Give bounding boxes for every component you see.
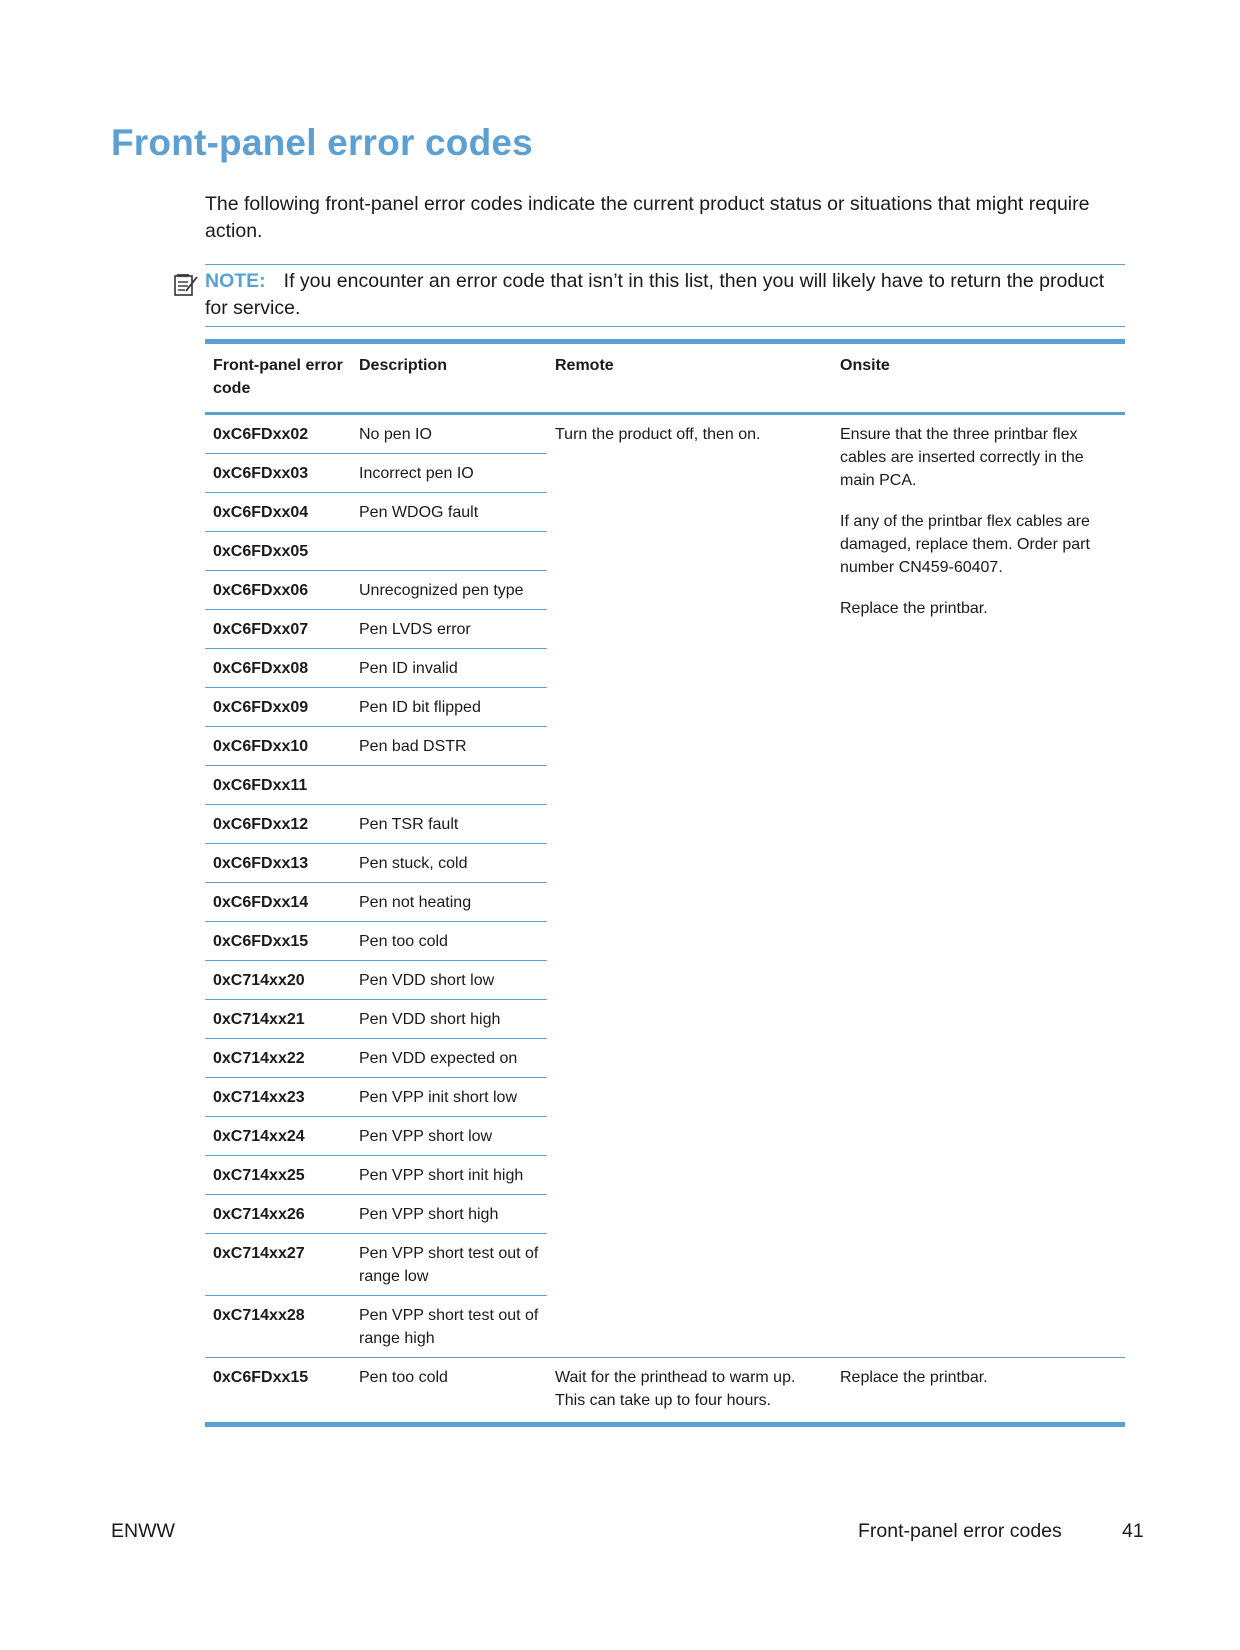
error-code: 0xC6FDxx14 [205,883,351,922]
error-code: 0xC714xx22 [205,1039,351,1078]
footer-section: Front-panel error codes [858,1520,1062,1542]
error-description: Pen VDD expected on [351,1039,547,1078]
error-code: 0xC6FDxx05 [205,532,351,571]
error-code: 0xC714xx27 [205,1234,351,1296]
error-description: Pen ID invalid [351,649,547,688]
note-text: If you encounter an error code that isn’t in this list, then you will likely have to return the product for service. [205,270,1105,319]
onsite-action: Replace the printbar. [832,1358,1125,1425]
header-remote: Remote [555,357,614,374]
error-description: No pen IO [351,414,547,454]
error-description: Pen stuck, cold [351,844,547,883]
error-code: 0xC6FDxx10 [205,727,351,766]
error-code: 0xC6FDxx12 [205,805,351,844]
remote-action: Wait for the printhead to warm up. This can take up to four hours. [547,1358,832,1425]
error-code: 0xC714xx23 [205,1078,351,1117]
error-code: 0xC714xx20 [205,961,351,1000]
page-number: 41 [1122,1520,1144,1542]
error-description: Pen VPP short test out of range high [351,1296,547,1358]
error-codes-table [205,339,1125,1427]
error-code: 0xC6FDxx06 [205,571,351,610]
error-code: 0xC6FDxx15 [205,922,351,961]
intro-paragraph: The following front-panel error codes indicate the current product status or situations that might require action. [205,193,1090,242]
error-description: Pen VPP short low [351,1117,547,1156]
header-code: Front-panel error code [213,357,343,397]
note-box [205,264,1125,327]
table-row [205,414,1125,454]
error-description: Pen VPP short high [351,1195,547,1234]
onsite-step: Replace the printbar. [840,600,988,617]
error-description: Incorrect pen IO [351,454,547,493]
error-description: Pen not heating [351,883,547,922]
table-row [205,1358,1125,1425]
error-description: Pen ID bit flipped [351,688,547,727]
error-description: Pen WDOG fault [351,493,547,532]
onsite-step: If any of the printbar flex cables are damaged, replace them. Order part number CN459-60407. [840,513,1090,576]
error-code: 0xC714xx24 [205,1117,351,1156]
onsite-actions [832,414,1125,1358]
note-label: NOTE: [205,270,266,292]
error-code: 0xC6FDxx09 [205,688,351,727]
error-code: 0xC6FDxx03 [205,454,351,493]
error-code: 0xC6FDxx02 [205,414,351,454]
error-code: 0xC6FDxx08 [205,649,351,688]
footer-left: ENWW [111,1520,175,1542]
table-header-row [205,342,1125,414]
error-description: Pen too cold [351,1358,547,1425]
remote-action: Turn the product off, then on. [555,426,761,443]
error-code: 0xC6FDxx07 [205,610,351,649]
error-description: Unrecognized pen type [351,571,547,610]
error-description: Pen VPP short test out of range low [351,1234,547,1296]
error-description: Pen VPP init short low [351,1078,547,1117]
error-description: Pen bad DSTR [351,727,547,766]
header-description: Description [359,357,448,374]
error-code: 0xC714xx21 [205,1000,351,1039]
error-code: 0xC6FDxx15 [205,1358,351,1425]
error-code: 0xC6FDxx11 [205,766,351,805]
header-onsite: Onsite [840,357,890,374]
error-code: 0xC6FDxx04 [205,493,351,532]
error-description: Pen LVDS error [351,610,547,649]
error-code: 0xC714xx26 [205,1195,351,1234]
error-code: 0xC6FDxx13 [205,844,351,883]
page-title: Front-panel error codes [111,122,533,163]
error-code: 0xC714xx25 [205,1156,351,1195]
error-description [351,766,547,805]
error-description: Pen VDD short low [351,961,547,1000]
note-icon [173,271,199,297]
onsite-step: Ensure that the three printbar flex cables are inserted correctly in the main PCA. [840,426,1084,489]
error-description: Pen VPP short init high [351,1156,547,1195]
error-code: 0xC714xx28 [205,1296,351,1358]
error-description: Pen VDD short high [351,1000,547,1039]
error-description: Pen TSR fault [351,805,547,844]
error-description [351,532,547,571]
table-body [205,414,1125,1425]
error-description: Pen too cold [351,922,547,961]
